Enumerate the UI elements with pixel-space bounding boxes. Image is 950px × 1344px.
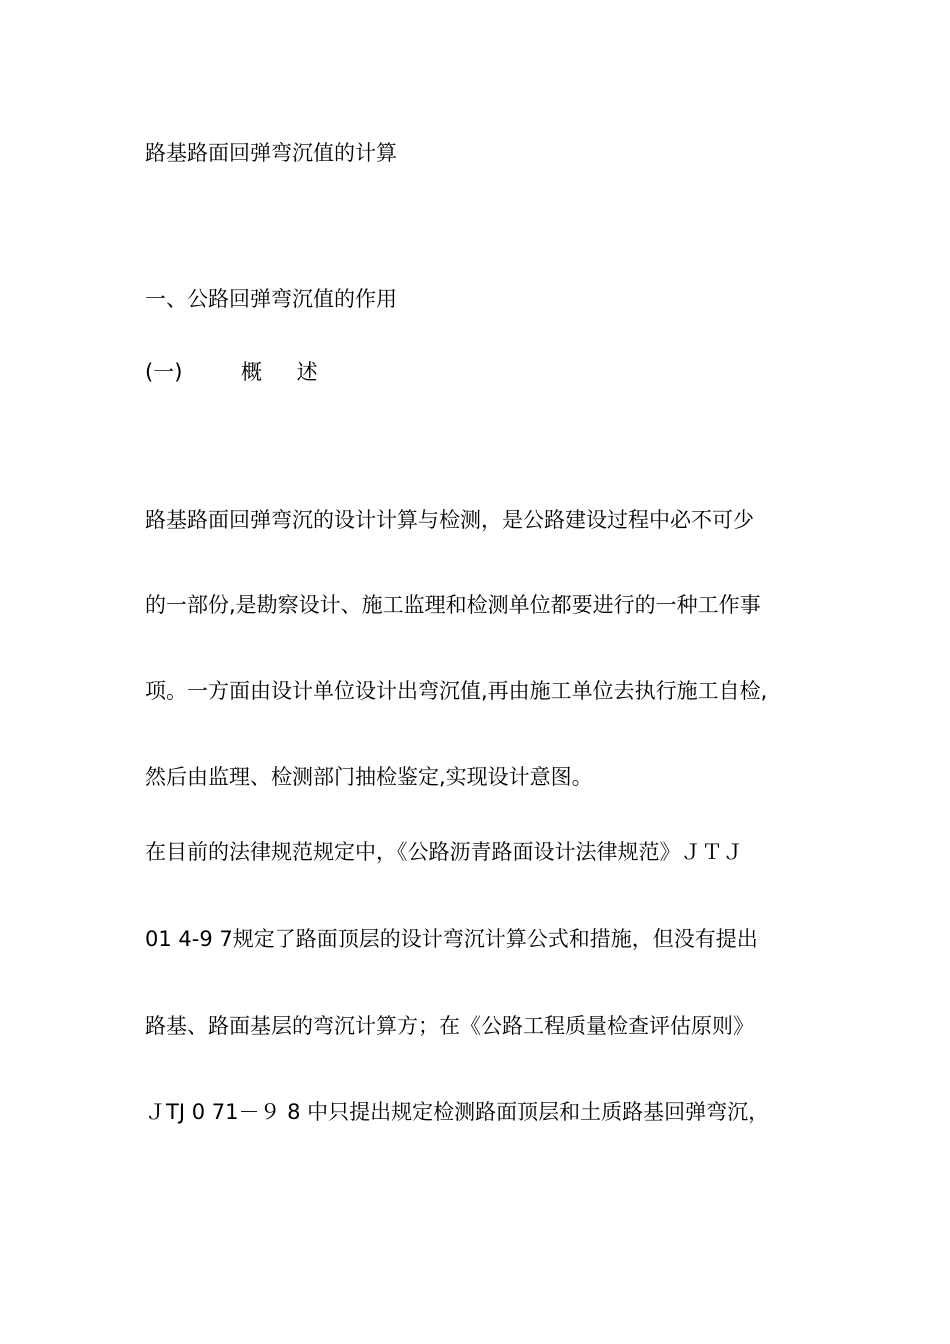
document-title: 路基路面回弹弯沉值的计算 [145, 141, 397, 165]
paragraph-line: 01 4-9 7规定了路面顶层的设计弯沉计算公式和措施，但没有提出 [145, 927, 758, 951]
subsection-heading [145, 357, 835, 387]
paragraph-line: ＪTJ 0 71－９ 8 中只提出规定检测路面顶层和土质路基回弹弯沉， [145, 1100, 770, 1124]
paragraph-line: 然后由监理、检测部门抽检鉴定,实现设计意图。 [145, 765, 593, 789]
paragraph-line: 路基、路面基层的弯沉计算方；在《公路工程质量检查评估原则》 [145, 1014, 754, 1038]
subsection-number: (一) [145, 360, 183, 384]
subsection-title: 概 述 [241, 360, 332, 384]
paragraph-line: 项。一方面由设计单位设计出弯沉值,再由施工单位去执行施工自检, [145, 679, 768, 703]
paragraph-line: 路基路面回弹弯沉的设计计算与检测，是公路建设过程中必不可少 [145, 508, 754, 532]
section-heading: 一、公路回弹弯沉值的作用 [145, 287, 397, 311]
paragraph-line: 在目前的法律规范规定中，《公路沥青路面设计法律规范》ＪＴＪ [145, 840, 744, 864]
paragraph-line: 的一部份,是勘察设计、施工监理和检测单位都要进行的一种工作事 [145, 593, 761, 617]
